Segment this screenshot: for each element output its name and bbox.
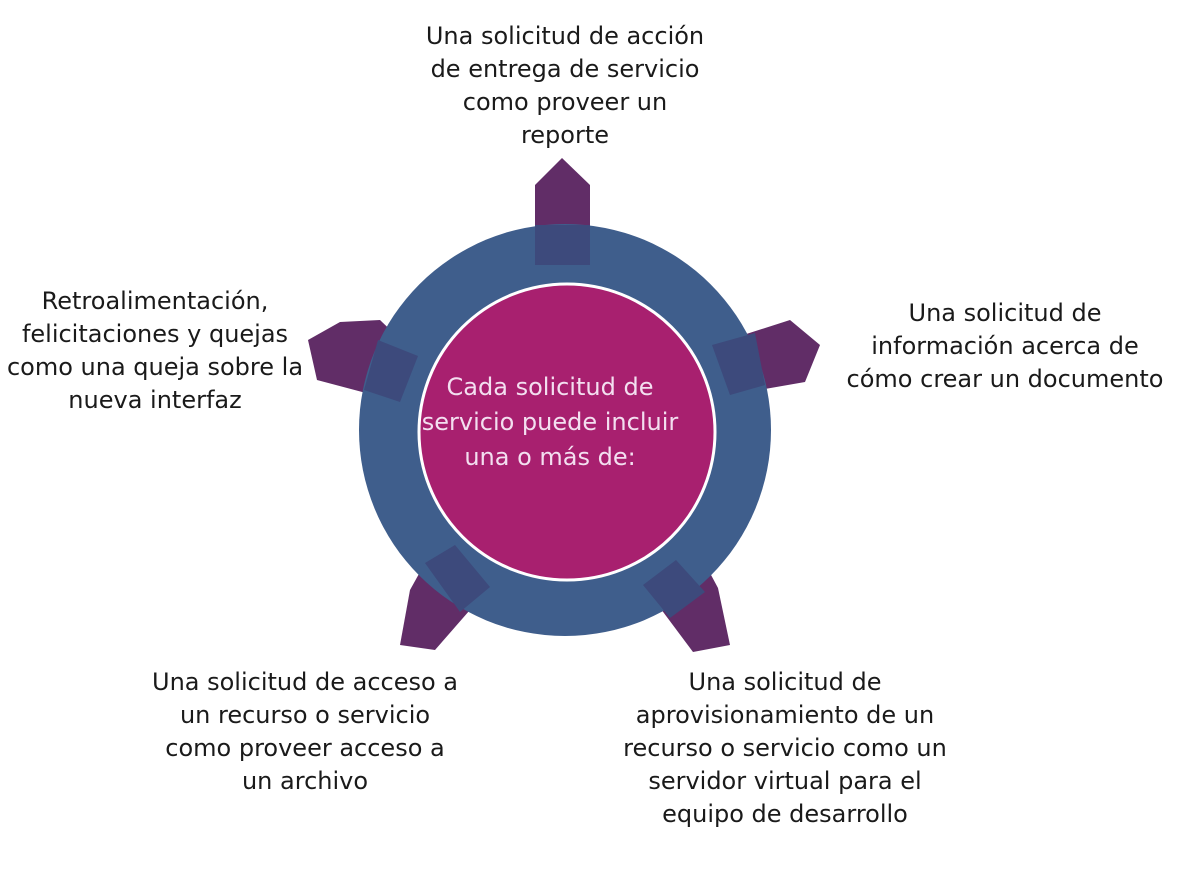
- label-top: Una solicitud de acción de entrega de servicio como proveer un reporte: [425, 22, 705, 149]
- label-bottom-right: Una solicitud de aprovisionamiento de un recurso o servicio como un servidor virtual para el equipo de desarrollo: [623, 668, 947, 828]
- label-bottom-left: Una solicitud de acceso a un recurso o servicio como proveer acceso a un archivo: [152, 668, 458, 795]
- center-text: Cada solicitud de servicio puede incluir una o más de:: [421, 373, 679, 471]
- label-left: Retroalimentación, felicitaciones y quejas como una queja sobre la nueva interfaz: [6, 287, 304, 414]
- label-right: Una solicitud de información acerca de cómo crear un documento: [846, 299, 1164, 393]
- overlap-top: [535, 225, 590, 265]
